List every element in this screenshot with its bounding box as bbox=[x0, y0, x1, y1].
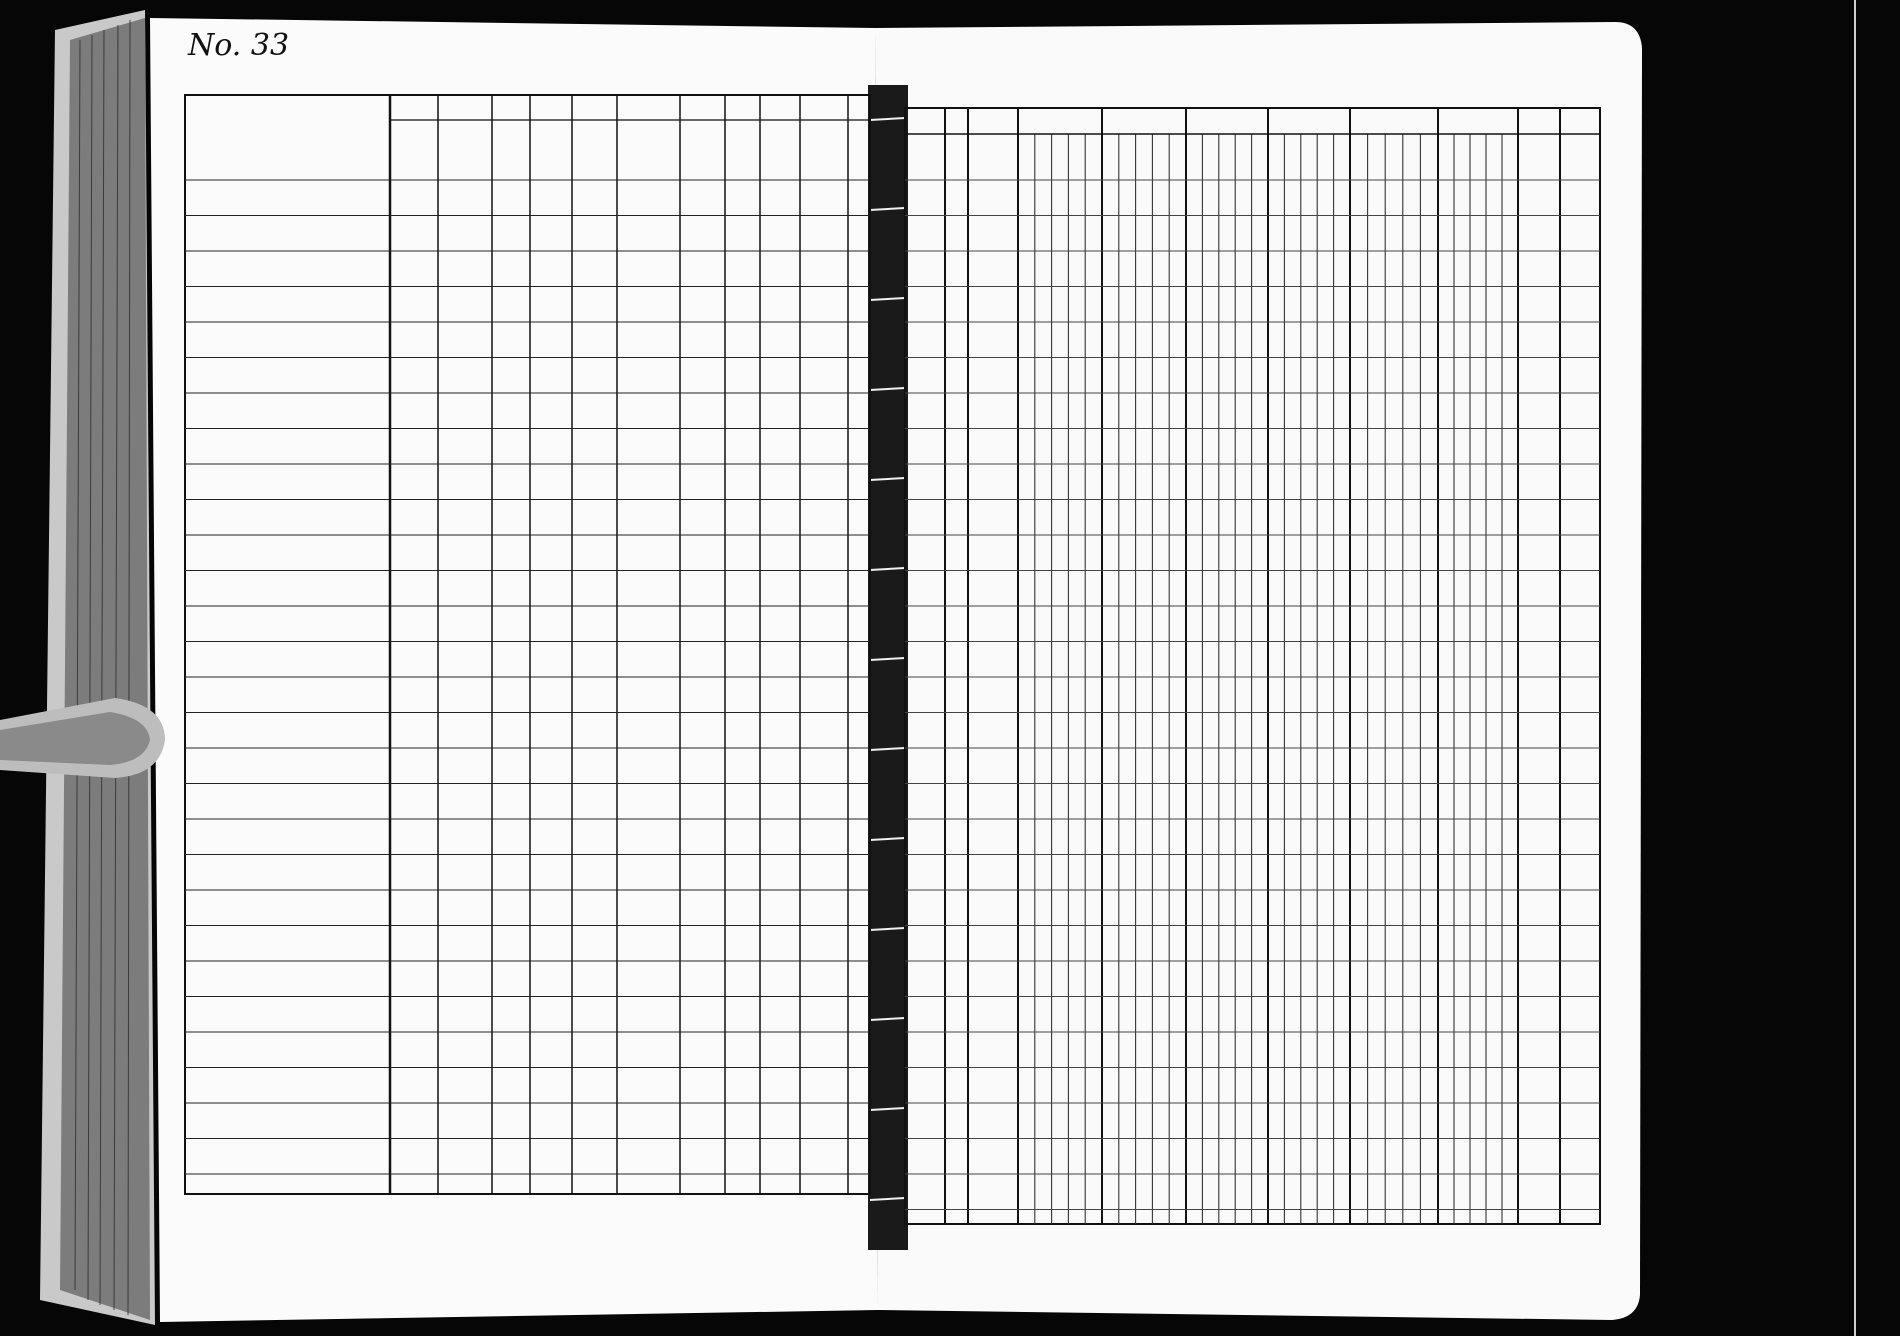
page-number: No. 33 bbox=[188, 28, 290, 63]
